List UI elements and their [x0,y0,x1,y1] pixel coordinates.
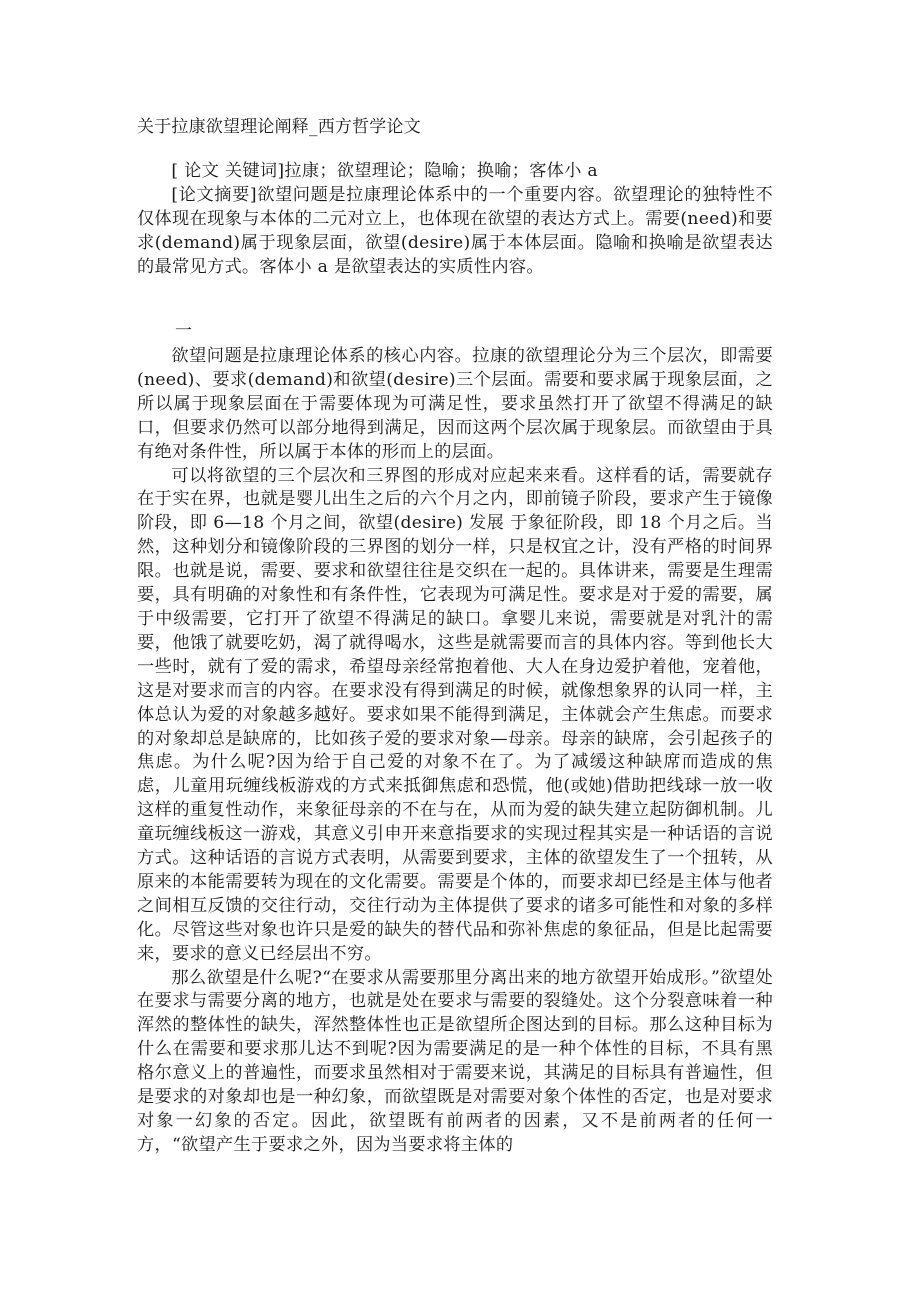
body-paragraph: 欲望问题是拉康理论体系的核心内容。拉康的欲望理论分为三个层次，即需要(need)、要求(demand)和欲望(desire)三个层面。需要和要求属于现象层面，之所以属于现象层面在于需要体现为可满足性，要求虽然打开了欲望不得满足的缺口，但要求仍然可以部分地得到满足，因而这两个层次属于现象层。而欲望由于具有绝对条件性，所以属于本体的形而上的层面。 [137,346,773,462]
body-text [137,345,773,1158]
body-paragraph: 可以将欲望的三个层次和三界图的形成对应起来来看。这样看的话，需要就存在于实在界，也就是婴儿出生之后的六个月之内，即前镜子阶段，要求产生于镜像阶段，即 6—18 个月之间，欲望(desire) 发展 于象征阶段，即 18 个月之后。当然，这种划分和镜像阶段的三界图的划分一样，只是权宜之计，没有严格的时间界限。也就是说，需要、要求和欲望往往是交织在一起的。具体讲来，需要是生理需要，具有明确的对象性和有条件性，它表现为可满足性。要求是对于爱的需要，属于中级需要，它打开了欲望不得满足的缺口。拿婴儿来说，需要就是对乳汁的需要，他饿了就要吃奶，渴了就得喝水，这些是就需要而言的具体内容。等到他长大一些时，就有了爱的需求，希望母亲经常抱着他、大人在身边爱护着他，宠着他，这是对要求而言的内容。在要求没有得到满足的时候，就像想象界的认同一样，主体总认为爱的对象越多越好。要求如果不能得到满足，主体就会产生焦虑。而要求的对象却总是缺席的，比如孩子爱的要求对象—母亲。母亲的缺席，会引起孩子的焦虑。为什么呢?因为给于自己爱的对象不在了。为了减缓这种缺席而造成的焦虑，儿童用玩缠线板游戏的方式来抵御焦虑和恐慌，他(或她)借助把线球一放一收这样的重复性动作，来象征母亲的不在与在，从而为爱的缺失建立起防御机制。儿童玩缠线板这一游戏，其意义引申开来意指要求的实现过程其实是一种话语的言说方式。这种话语的言说方式表明，从需要到要求，主体的欲望发生了一个扭转，从原来的本能需要转为现在的文化需要。需要是个体的，而要求却已经是主体与他者之间相互反馈的交往行动，交往行动为主体提供了要求的诸多可能性和对象的多样化。尽管这些对象也许只是爱的缺失的替代品和弥补焦虑的象征品，但是比起需要来，要求的意义已经层出不穷。 [137,465,773,964]
abstract-paragraph: [论文摘要]欲望问题是拉康理论体系中的一个重要内容。欲望理论的独特性不仅体现在现象与本体的二元对立上，也体现在欲望的表达方式上。需要(need)和要求(demand)属于现象层面，欲望(desire)属于本体层面。隐喻和换喻是欲望表达的最常见方式。客体小 a 是欲望表达的实质性内容。 [137,185,773,277]
keywords-block [137,160,773,184]
abstract-block [137,184,773,280]
body-paragraph: 那么欲望是什么呢?“在要求从需要那里分离出来的地方欲望开始成形。”欲望处在要求与需要分离的地方，也就是处在要求与需要的裂缝处。这个分裂意味着一种浑然的整体性的缺失，浑然整体性也正是欲望所企图达到的目标。那么这种目标为什么在需要和要求那儿达不到呢?因为需要满足的是一种个体性的目标，不具有黑格尔意义上的普遍性，而要求虽然相对于需要来说，其满足的目标具有普遍性，但是要求的对象却也是一种幻象，而欲望既是对需要对象个体性的否定，也是对要求对象一幻象的否定。因此，欲望既有前两者的因素，又不是前两者的任何一方，“欲望产生于要求之外，因为当要求将主体的 [137,967,773,1155]
keywords-paragraph: [ 论文 关键词]拉康；欲望理论；隐喻；换喻；客体小 a [171,161,598,181]
document-title: 关于拉康欲望理论阐释_西方哲学论文 [137,117,421,137]
section-number: 一 [175,321,192,341]
